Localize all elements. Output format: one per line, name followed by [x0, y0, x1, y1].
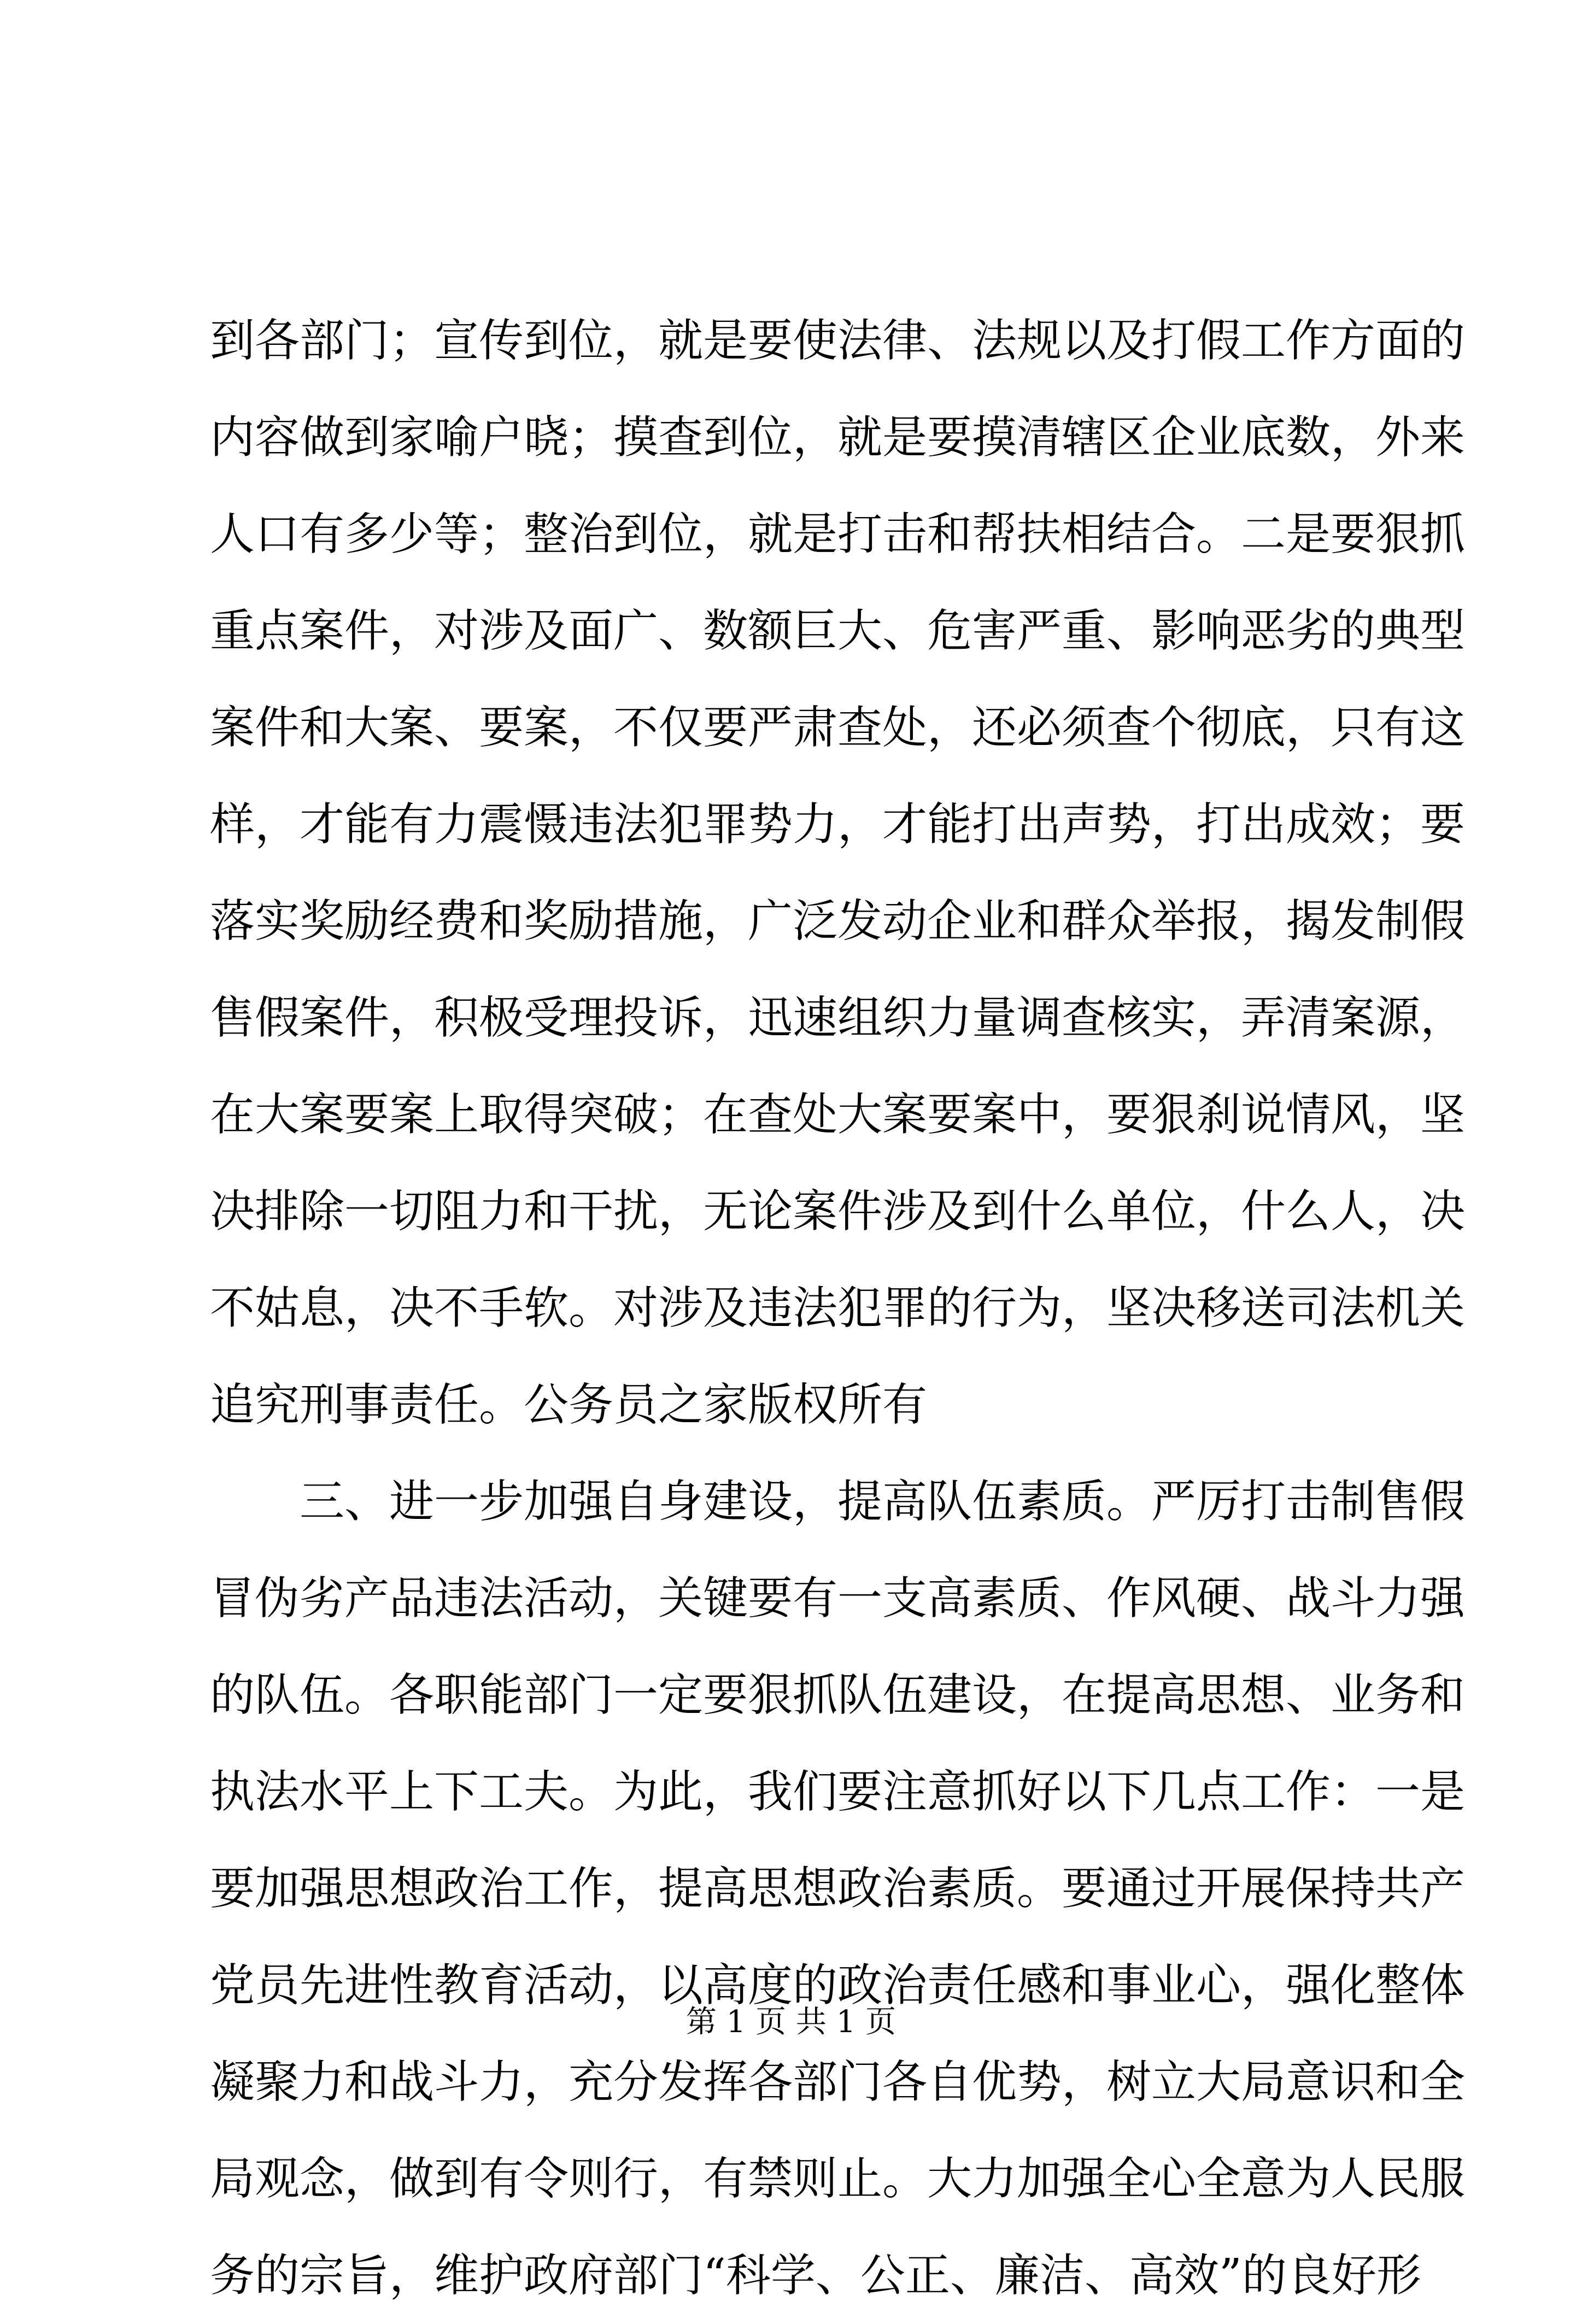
text-line: 追究刑事责任。公务员之家版权所有 — [210, 1379, 928, 1431]
text-line: 决排除一切阻力和干扰，无论案件涉及到什么单位，什么人，决 — [210, 1186, 1466, 1237]
text-line: 务的宗旨，维护政府部门“科学、公正、廉洁、高效”的良好形 — [210, 2250, 1421, 2302]
text-line: 重点案件，对涉及面广、数额巨大、危害严重、影响恶劣的典型 — [210, 605, 1466, 657]
text-line: 内容做到家喻户晓；摸查到位，就是要摸清辖区企业底数，外来 — [210, 412, 1466, 463]
text-line: 党员先进性教育活动，以高度的政治责任感和事业心，强化整体 — [210, 1959, 1466, 2011]
text-line: 冒伪劣产品违法活动，关键要有一支高素质、作风硬、战斗力强 — [210, 1572, 1466, 1624]
text-line: 落实奖励经费和奖励措施，广泛发动企业和群众举报，揭发制假 — [210, 895, 1466, 947]
text-line: 三、进一步加强自身建设，提高队伍素质。严厉打击制售假 — [300, 1476, 1466, 1528]
page-number-footer: 第 1 页 共 1 页 — [685, 2004, 897, 2040]
text-line: 不姑息，决不手软。对涉及违法犯罪的行为，坚决移送司法机关 — [210, 1282, 1466, 1334]
text-line: 凝聚力和战斗力，充分发挥各部门各自优势，树立大局意识和全 — [210, 2056, 1466, 2108]
text-line: 局观念，做到有令则行，有禁则止。大力加强全心全意为人民服 — [210, 2153, 1466, 2205]
text-line: 到各部门；宣传到位，就是要使法律、法规以及打假工作方面的 — [210, 315, 1466, 367]
text-line: 在大案要案上取得突破；在查处大案要案中，要狠刹说情风，坚 — [210, 1089, 1466, 1141]
text-line: 执法水平上下工夫。为此，我们要注意抓好以下几点工作：一是 — [210, 1766, 1466, 1818]
text-line: 要加强思想政治工作，提高思想政治素质。要通过开展保持共产 — [210, 1863, 1466, 1915]
text-line: 样，才能有力震慑违法犯罪势力，才能打出声势，打出成效；要 — [210, 799, 1466, 850]
text-line: 案件和大案、要案，不仅要严肃查处，还必须查个彻底，只有这 — [210, 702, 1466, 754]
text-line: 人口有多少等；整治到位，就是打击和帮扶相结合。二是要狠抓 — [210, 508, 1466, 560]
text-line: 的队伍。各职能部门一定要狠抓队伍建设，在提高思想、业务和 — [210, 1669, 1466, 1721]
text-line: 售假案件，积极受理投诉，迅速组织力量调查核实，弄清案源， — [210, 992, 1466, 1044]
